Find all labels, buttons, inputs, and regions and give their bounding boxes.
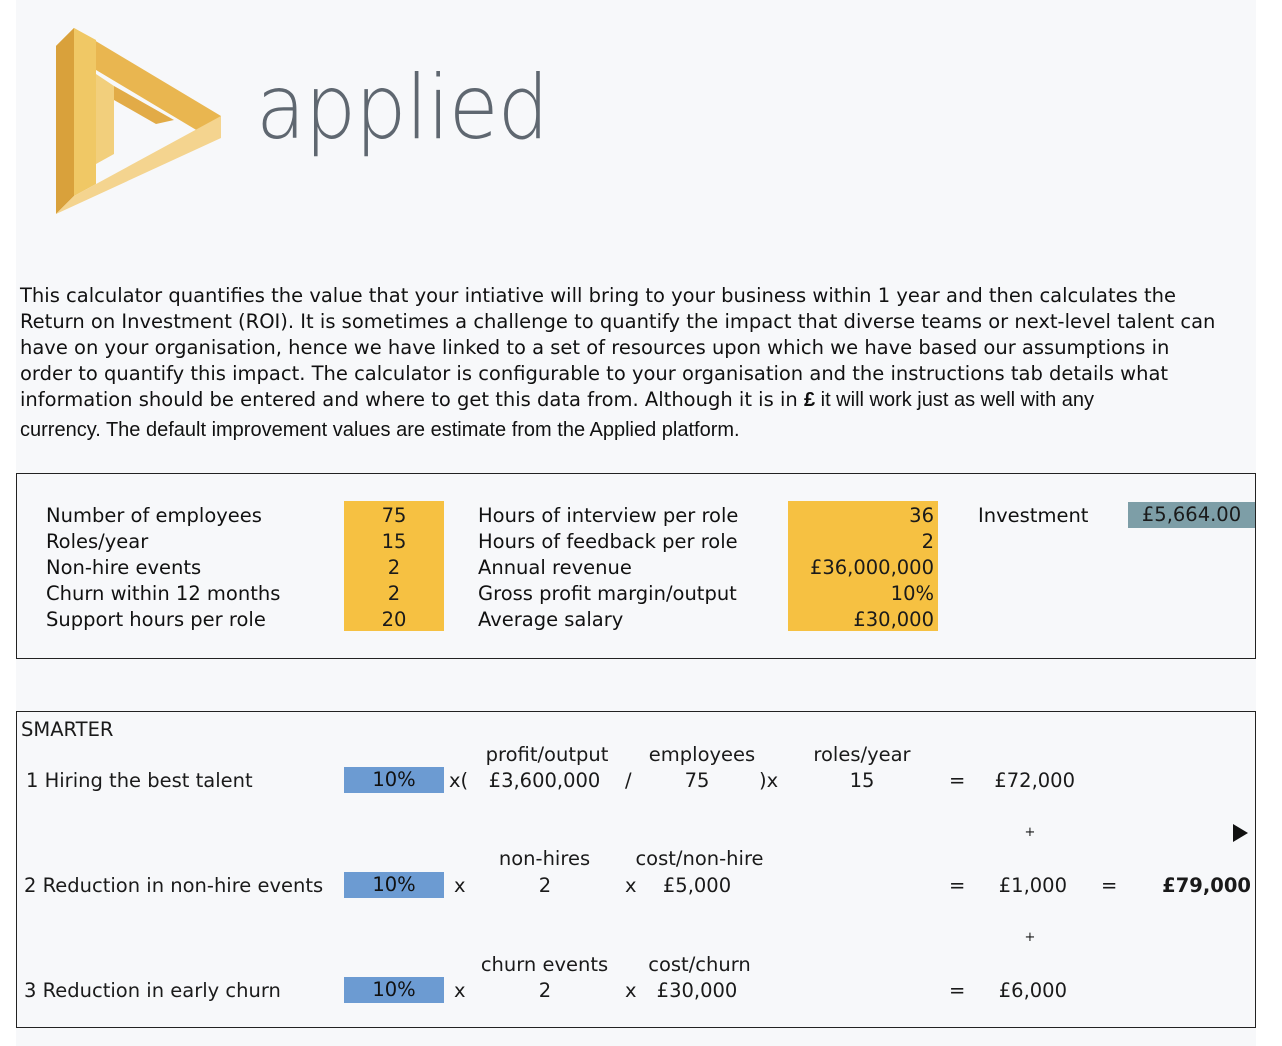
total-value: £79,000 [1162, 874, 1251, 897]
description-text: it will work just as well with any [815, 389, 1095, 411]
row1-op3: )x [759, 769, 779, 792]
inputs-panel [16, 473, 1256, 659]
applied-wordmark: applied [256, 56, 549, 159]
row1-op1: x( [449, 769, 469, 792]
row3-improvement-input[interactable]: 10% [344, 977, 444, 1003]
header-roles-year: roles/year [813, 743, 911, 766]
header-churn-events: churn events [480, 953, 609, 976]
plus-sign: + [1024, 930, 1036, 945]
label-average-salary: Average salary [478, 608, 624, 631]
row3-op2: x [625, 979, 637, 1002]
input-annual-revenue[interactable]: £36,000,000 [809, 556, 934, 579]
input-average-salary[interactable]: £30,000 [853, 608, 934, 631]
input-interview-hours[interactable]: 36 [909, 504, 934, 527]
row3-label: 3 Reduction in early churn [24, 979, 281, 1002]
row3-cost-churn: £30,000 [656, 979, 738, 1002]
row2-equals: = [949, 874, 966, 897]
sheet-bottom [16, 1030, 1254, 1046]
input-non-hire-events[interactable]: 2 [387, 556, 401, 579]
row3-churn-events: 2 [538, 979, 552, 1002]
description-line: Return on Investment (ROI). It is sometimes a challenge to quantify the impact that diverse teams or next-level talent can [20, 310, 1216, 333]
label-profit-margin: Gross profit margin/output [478, 582, 737, 605]
input-profit-margin[interactable]: 10% [890, 582, 934, 605]
header-non-hires: non-hires [498, 847, 591, 870]
input-support-hours[interactable]: 20 [381, 608, 407, 631]
label-roles-year: Roles/year [46, 530, 149, 553]
row2-cost-non-hire: £5,000 [662, 874, 732, 897]
description-line: This calculator quantifies the value that your intiative will bring to your business within 1 year and then calculates the [20, 284, 1177, 307]
label-investment: Investment [978, 504, 1089, 527]
plus-sign: + [1024, 825, 1036, 840]
input-churn[interactable]: 2 [387, 582, 401, 605]
row1-improvement-input[interactable]: 10% [344, 767, 444, 793]
description-line: have on your organisation, hence we have linked to a set of resources upon which we have based our assumptions in [20, 336, 1170, 359]
smarter-panel [16, 711, 1256, 1028]
row2-op2: x [625, 874, 637, 897]
total-equals: = [1101, 874, 1118, 897]
description-text: information should be entered and where to get this data from. Although it is in [20, 388, 804, 411]
description-line: order to quantify this impact. The calculator is configurable to your organisation and the instructions tab details what [20, 362, 1169, 385]
row1-result: £72,000 [994, 769, 1075, 792]
row1-roles-year: 15 [849, 769, 875, 792]
row3-op1: x [454, 979, 466, 1002]
row2-non-hires: 2 [538, 874, 552, 897]
label-churn: Churn within 12 months [46, 582, 281, 605]
label-support-hours: Support hours per role [46, 608, 266, 631]
row2-label: 2 Reduction in non-hire events [24, 874, 324, 897]
input-employees[interactable]: 75 [381, 504, 407, 527]
currency-symbol: £ [803, 389, 816, 411]
spreadsheet-sheet [16, 0, 1256, 1046]
row2-result: £1,000 [998, 874, 1067, 897]
applied-logo-icon [56, 24, 226, 220]
label-non-hire-events: Non-hire events [46, 556, 202, 579]
header-profit-output: profit/output [485, 743, 609, 766]
investment-value[interactable]: £5,664.00 [1128, 502, 1255, 528]
row1-employees: 75 [684, 769, 710, 792]
row3-equals: = [949, 979, 966, 1002]
label-employees: Number of employees [46, 504, 262, 527]
smarter-title: SMARTER [21, 718, 114, 741]
row1-profit-output: £3,600,000 [488, 769, 601, 792]
input-feedback-hours[interactable]: 2 [921, 530, 934, 553]
input-roles-year[interactable]: 15 [381, 530, 407, 553]
header-cost-churn: cost/churn [648, 953, 751, 976]
row1-op2: / [625, 769, 632, 792]
label-interview-hours: Hours of interview per role [478, 504, 739, 527]
header-cost-non-hire: cost/non-hire [635, 847, 764, 870]
label-annual-revenue: Annual revenue [478, 556, 632, 579]
play-arrow-icon [1233, 824, 1248, 842]
row3-result: £6,000 [998, 979, 1067, 1002]
row1-label: 1 Hiring the best talent [26, 769, 253, 792]
header-employees: employees [648, 743, 756, 766]
row2-improvement-input[interactable]: 10% [344, 872, 444, 898]
calculator-description [20, 283, 1250, 443]
row1-equals: = [949, 769, 966, 792]
label-feedback-hours: Hours of feedback per role [478, 530, 738, 553]
description-line [20, 387, 1250, 413]
description-line: currency. The default improvement values are estimate from the Applied platform. [20, 419, 740, 441]
row2-op1: x [454, 874, 466, 897]
